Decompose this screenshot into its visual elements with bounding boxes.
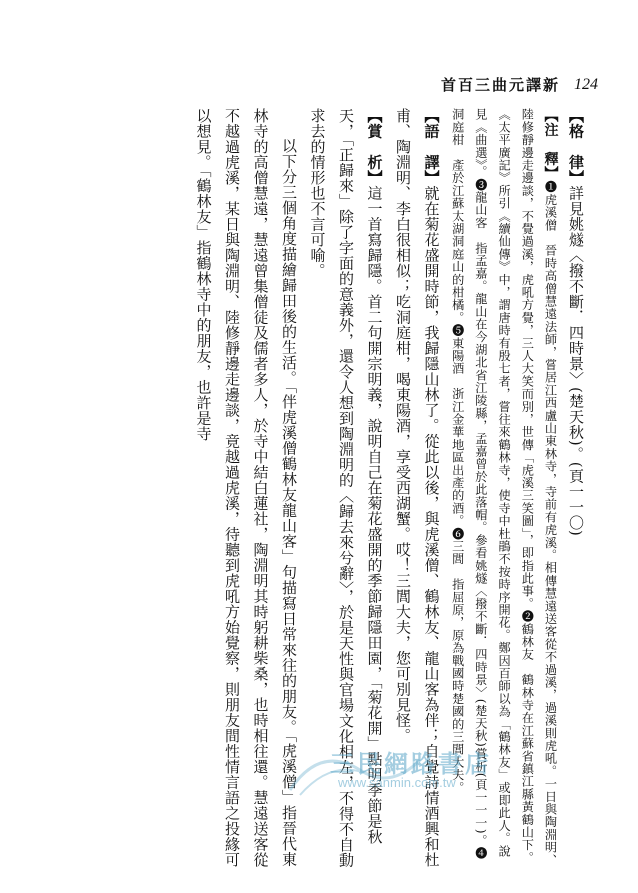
shangxi-paragraph-2: 以下分三個角度描繪歸田後的生活。「伴虎溪僧鶴林友龍山客」句描寫日常來往的朋友。「虎溪僧」指晉代東林寺的高僧慧遠，慧遠曾集僧徒及儒者多人，於寺中結白蓮社，陶淵明其時躬耕柴桑，也時相往還。慧遠送客從不越過虎溪，某日與陶淵明、陸修靜邊走邊談，竟越過虎溪，待聽到虎吼方始覺察，則朋友間性情言語之投緣可以想見。「鶴林友」指鶴林寺中的朋友，也許是寺: [194, 108, 298, 868]
watermark-text: 三民網路書店: [330, 749, 492, 778]
gelu-label: 【格 律】: [567, 108, 585, 186]
notes-text: ❶虎溪僧 晉時高僧慧遠法師，嘗居江西盧山東林寺，寺前有虎溪。相傳慧遠送客從不過溪，過溪則虎吼。一日與陶淵明、陸修靜邊走邊談，不覺過溪，虎吼方覺，三人大笑而別，世傳「虎溪三笑圖」，即指此事。❷鶴林友 鶴林寺在江蘇省鎮江縣黃鶴山下。《太平廣記》所引《續仙傳》中，謂唐時有殷七者，嘗往來鶴林寺，使寺中杜鵑不按時序開花。鄭因百師以為「鶴林友」或即此人。說見《曲選》。❸龍山客 指孟嘉。龍山在今湖北省江陵縣，孟嘉曾於此落帽。參看姚燧〈撥不斷．四時景〉(楚天秋)賞析(頁一一一)。❹洞庭柑 產於江蘇太湖洞庭山的柑橘。❺東陽酒 浙江金華地區出產的酒。❻三閭 指屈原，原為戰國時楚國的三閭大夫。: [450, 108, 558, 867]
yiwen-text: 就在菊花盛開時節，我歸隱山林了。從此以後，與虎溪僧、鶴林友、龍山客為伴；自覺詩情酒興和杜甫、陶淵明、李白很相似；吃洞庭柑，喝東陽酒，享受西湖蟹。哎！三閭大夫，您可別見怪。: [393, 108, 441, 868]
shangxi-label: 【賞 析】: [365, 108, 384, 186]
notes-label: 【注 釋】: [542, 108, 559, 181]
page-number: 124: [574, 75, 598, 93]
gelu-text: 詳見姚燧〈撥不斷．四時景〉(楚天秋)。(頁一一〇): [567, 185, 585, 537]
page-header: [360, 74, 598, 95]
shangxi-paragraph-1: 這一首寫歸隱。首二句開宗明義，說明自己在菊花盛開的季節歸隱田園，「菊花開」點明季節是秋天，「正歸來」除了字面的意義外，還令人想到陶淵明的〈歸去來兮辭〉，於是天性與官場文化相左，不得不自動求去的情形也不言可喻。: [308, 108, 384, 868]
yiwen-label: 【語 譯】: [422, 108, 441, 186]
book-title: 首百三曲元譯新: [440, 76, 560, 94]
gelu-section: [562, 108, 591, 868]
watermark-url: www.sanmin.com.tw: [338, 775, 456, 790]
